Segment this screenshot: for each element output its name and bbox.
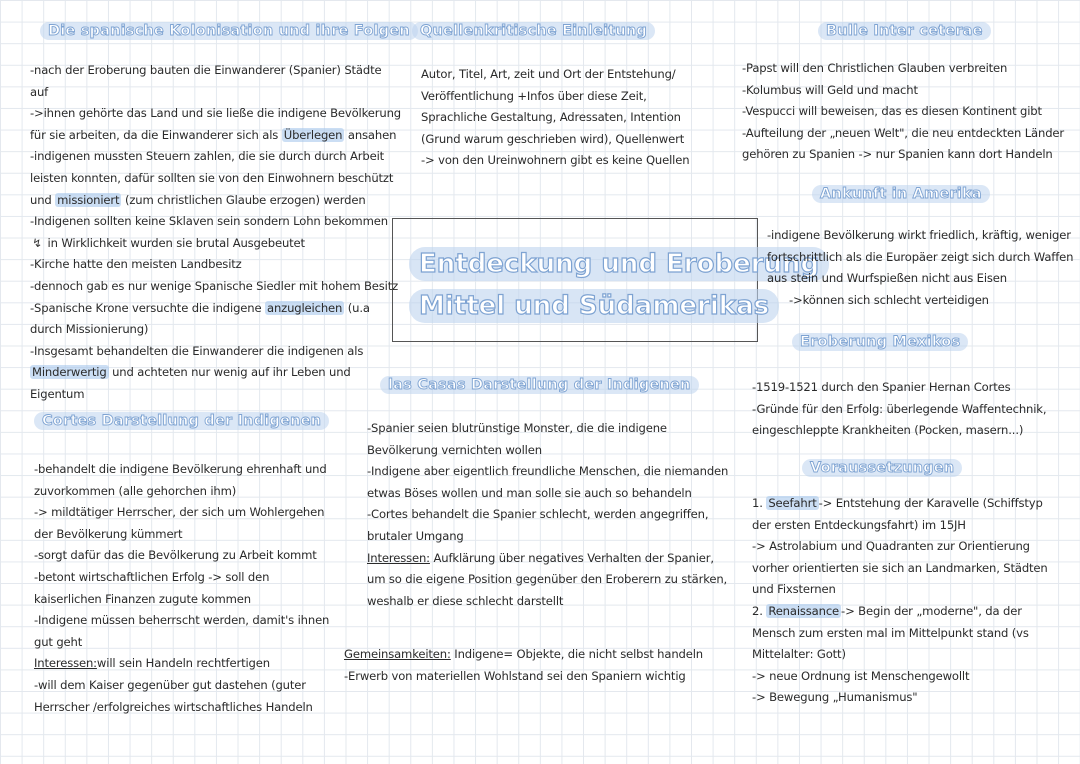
highlight-anzugleichen: anzugleichen <box>266 300 343 315</box>
heading-lascasas: las Casas Darstellung der Indigenen <box>380 376 699 394</box>
text-line: -betont wirtschaftlichen Erfolg -> soll den <box>34 569 270 584</box>
text-line: brutaler Umgang <box>367 528 464 543</box>
text-line: für sie arbeiten, da die Einwanderer sich als Überlegen ansahen <box>30 127 397 142</box>
text-line: Interessen:will sein Handeln rechtfertigen <box>34 656 270 671</box>
text-line: Veröffentlichung +Infos über diese Zeit, <box>421 88 647 103</box>
text-line: -Cortes behandelt die Spanier schlecht, werden angegriffen, <box>367 507 709 522</box>
text-line: etwas Böses wollen und man solle sie auch so behandeln <box>367 485 692 500</box>
text-line: -Vespucci will beweisen, das es diesen Kontinent gibt <box>742 104 1042 119</box>
text-line: -sorgt dafür das die Bevölkerung zu Arbeit kommt <box>34 548 317 563</box>
text-line: Mensch zum ersten mal im Mittelpunkt stand (vs <box>752 625 1029 640</box>
highlight-seefahrt: Seefahrt <box>768 496 817 510</box>
highlight-missioniert: missioniert <box>57 192 120 207</box>
main-title-line-1: Entdeckung und Eroberung <box>409 247 829 281</box>
heading-kolonisation: Die spanische Kolonisation und ihre Folgen <box>40 22 418 40</box>
highlight-renaissance: Renaissance <box>768 603 840 618</box>
section-mexiko <box>752 377 1046 442</box>
text-line: -Aufteilung der „neuen Welt", die neu entdeckten Länder <box>742 125 1065 140</box>
highlight-minderwertig: Minderwertig <box>32 365 107 380</box>
text-line: 1. Seefahrt -> Entstehung der Karavelle (Schiffstyp <box>752 496 1043 510</box>
heading-cortes: Cortes Darstellung der Indigenen <box>34 412 329 430</box>
highlight-ueberlegen: Überlegen <box>283 127 343 142</box>
text-line: -behandelt die indigene Bevölkerung ehrenhaft und <box>34 462 327 476</box>
label-interessen: Interessen: <box>367 550 430 565</box>
text-line: -will dem Kaiser gegenüber gut dastehen (guter <box>34 677 306 692</box>
section-bulle <box>742 58 1064 166</box>
text-line: Mittelalter: Gott) <box>752 647 846 662</box>
text-line: auf <box>30 84 49 99</box>
text-line: gehören zu Spanien -> nur Spanien kann dort Handeln <box>742 147 1053 162</box>
text-line: 2. Renaissance -> Begin der „moderne", da der <box>752 603 1022 618</box>
text-line: -nach der Eroberung bauten die Einwanderer (Spanier) Städte <box>30 63 382 77</box>
text-line: eingeschleppte Krankheiten (Pocken, masern...) <box>752 423 1024 438</box>
text-line: -Indigene müssen beherrscht werden, damit's ihnen <box>34 613 330 628</box>
label-interessen: Interessen: <box>34 656 97 671</box>
text-line: Interessen: Aufklärung über negatives Verhalten der Spanier, <box>367 550 714 565</box>
text-line: -Papst will den Christlichen Glauben verbreiten <box>742 61 1008 75</box>
main-title-line-2: Mittel und Südamerikas <box>409 289 779 323</box>
text-line: ->ihnen gehörte das Land und sie ließe die indigene Bevölkerung <box>30 106 401 121</box>
text-line: -dennoch gab es nur wenige Spanische Siedler mit hohem Besitz <box>30 278 399 293</box>
section-cortes <box>34 459 329 718</box>
text-line: -1519-1521 durch den Spanier Hernan Cortes <box>752 380 1011 394</box>
text-line: leisten konnten, dafür sollten sie von den Einwohnern beschützt <box>30 170 394 185</box>
heading-ankunft: Ankunft in Amerika <box>812 185 990 203</box>
section-quellen <box>421 64 689 172</box>
section-lascasas <box>367 418 728 612</box>
text-line: und Fixsternen <box>752 582 836 597</box>
text-line: aus stein und Wurfspießen nicht aus Eisen <box>767 271 1007 286</box>
text-line: weshalb er diese schlecht darstellt <box>367 593 564 608</box>
section-kolonisation <box>30 60 401 406</box>
section-ankunft <box>767 225 1073 311</box>
text-line: Herrscher /erfolgreiches wirtschaftliches Handeln <box>34 699 313 714</box>
text-line: -> von den Ureinwohnern gibt es keine Quellen <box>421 153 690 168</box>
text-line: und missioniert (zum christlichen Glaube erzogen) werden <box>30 192 366 207</box>
text-line: -Indigenen sollten keine Sklaven sein sondern Lohn bekommen <box>30 214 388 229</box>
text-line: -> Bewegung „Humanismus" <box>752 690 918 705</box>
text-line: Bevölkerung vernichten wollen <box>367 442 542 457</box>
text-line: -Insgesamt behandelten die Einwanderer die indigenen als <box>30 343 364 358</box>
text-line: Autor, Titel, Art, zeit und Ort der Entstehung/ <box>421 67 676 81</box>
text-line: Sprachliche Gestaltung, Adressaten, Intention <box>421 110 681 125</box>
text-line: -Spanier seien blutrünstige Monster, die die indigene <box>367 421 667 435</box>
text-line: um so die eigene Position gegenüber den Eroberern zu stärken, <box>367 572 728 587</box>
text-line: -> mildtätiger Herrscher, der sich um Wohlergehen <box>34 505 325 520</box>
curly-arrow-icon: ↯ <box>32 235 42 250</box>
section-gemeinsamkeiten <box>344 644 703 687</box>
heading-mexiko: Eroberung Mexikos <box>792 333 968 351</box>
text-line: -Indigene aber eigentlich freundliche Menschen, die niemanden <box>367 464 729 479</box>
label-gemeinsamkeiten: Gemeinsamkeiten: <box>344 647 451 661</box>
text-line: zuvorkommen (alle gehorchen ihm) <box>34 483 237 498</box>
text-line: -> neue Ordnung ist Menschengewollt <box>752 668 970 683</box>
text-line: gut geht <box>34 634 83 649</box>
text-line: -Spanische Krone versuchte die indigene anzugleichen (u.a <box>30 300 370 315</box>
heading-bulle: Bulle Inter ceterae <box>818 22 991 40</box>
text-line: (Grund warum geschrieben wird), Quellenwert <box>421 131 685 146</box>
text-line: Gemeinsamkeiten: Indigene= Objekte, die nicht selbst handeln <box>344 647 703 661</box>
text-line: fortschrittlich als die Europäer zeigt sich durch Waffen <box>767 249 1074 264</box>
text-line: -Gründe für den Erfolg: überlegende Waffentechnik, <box>752 401 1047 416</box>
text-line: -Kirche hatte den meisten Landbesitz <box>30 257 242 272</box>
text-line: der ersten Entdeckungsfahrt) im 15JH <box>752 517 966 532</box>
text-line: kaiserlichen Finanzen zugute kommen <box>34 591 251 606</box>
text-line: Minderwertig und achteten nur wenig auf ihr Leben und <box>32 365 351 380</box>
text-line: der Bevölkerung kümmert <box>34 526 183 541</box>
text-line: durch Missionierung) <box>30 322 149 337</box>
text-line: Eigentum <box>30 386 85 401</box>
section-voraussetzungen <box>752 493 1048 709</box>
text-line: -indigene Bevölkerung wirkt friedlich, kräftig, weniger <box>767 228 1071 242</box>
text-line: vorher orientierten sie sich an Landmarken, Städten <box>752 560 1048 575</box>
text-line: -Erwerb von materiellen Wohlstand sei den Spaniern wichtig <box>344 668 686 683</box>
heading-voraussetzungen: Voraussetzungen <box>802 459 962 477</box>
text-line: ->können sich schlecht verteidigen <box>789 292 989 307</box>
text-line: ↯ in Wirklichkeit wurden sie brutal Ausgebeutet <box>30 233 401 255</box>
text-line: -Kolumbus will Geld und macht <box>742 82 918 97</box>
heading-quellen: Quellenkritische Einleitung <box>412 22 655 40</box>
text-line: -indigenen mussten Steuern zahlen, die sie durch durch Arbeit <box>30 149 385 164</box>
text-line: -> Astrolabium und Quadranten zur Orientierung <box>752 539 1030 554</box>
title-box <box>392 218 820 342</box>
